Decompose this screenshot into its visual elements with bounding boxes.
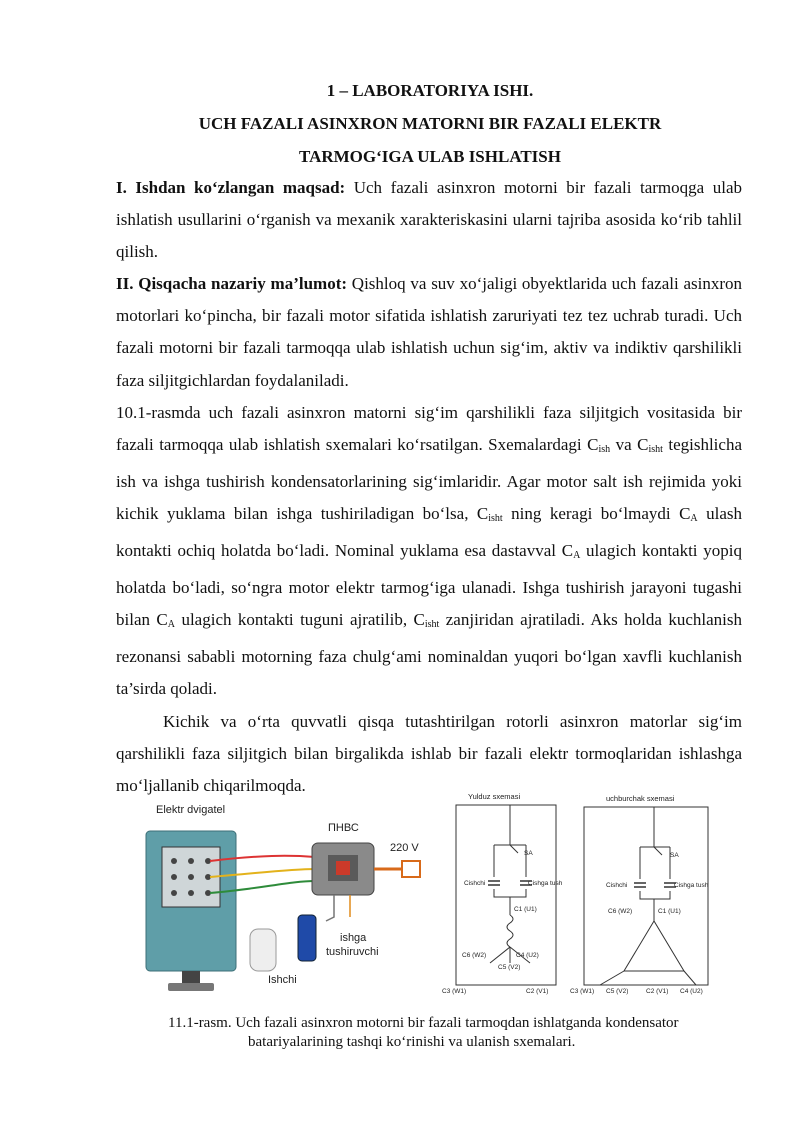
paragraph-theory: [116, 268, 742, 396]
delta-scheme: [570, 794, 709, 995]
star-c1: C1 (U1): [514, 906, 537, 913]
start-capacitor: [298, 915, 316, 961]
delta-c-ish: Cishchi: [606, 882, 628, 889]
text-run: zanjiridan ajratiladi. Aks holda kuchlanish rezonansi sababli motorning faza chulg‘ami nominaldan yuqori bo‘lgan xavfli kuchlanish ta’sirda qoladi.: [116, 610, 742, 699]
delta-c2: C2 (V1): [646, 988, 669, 995]
star-scheme-title: Yulduz sxemasi: [468, 792, 521, 801]
paragraph-goal: [116, 172, 742, 268]
sa-switch: [510, 845, 518, 853]
subscript: isht: [488, 512, 503, 524]
subscript: A: [573, 550, 581, 562]
goal-text: Uch fazali asinxron motorni bir fazali tarmoqga ulab ishlatish usullarini o‘rganish va mexanik xarakteriskasini ularni tajriba asosida ko‘rib tahlil qilish.: [116, 178, 742, 262]
switch-label: ПНВС: [328, 822, 359, 834]
figure-svg: [140, 785, 730, 1005]
delta-triangle: [624, 921, 684, 971]
delta-c-start: Cishga tush: [674, 882, 709, 889]
run-capacitor-label: Ishchi: [268, 974, 297, 986]
figure-capacitor-schemes: [140, 785, 730, 1005]
caption-line-2: batariyalarining tashqi ko‘rinishi va ulanish sxemalari.: [248, 1034, 576, 1050]
text-run: ulagich kontakti tuguni ajratilib, C: [175, 610, 425, 630]
delta-c1: C1 (U1): [658, 908, 681, 915]
subscript: ish: [598, 443, 611, 455]
motor-setup-illustration: [146, 804, 420, 991]
text-run: 10.1-rasmda uch fazali asinxron matorni sig‘im qarshilikli faza siljitgich vositasida bir fazali tarmoqqa ulab ishlatish sxemalari ko‘rsatilgan. Sxemalardagi C: [116, 402, 742, 454]
delta-sa: SA: [670, 852, 679, 859]
theory-text: Qishloq va suv xo‘jaligi obyektlarida uch fazali asinxron motorlari ko‘pincha, bir fazali motor sifatida ishlatish zaruriyati tez tez uchrab turadi. Uch fazali motorni bir fazali tarmoqqa ulab ishlatish uchun sig‘im, aktiv va indiktiv qarshilikli faza siljitgichlardan foydalaniladi.: [116, 274, 742, 390]
star-c-start: Cishga tush: [528, 880, 563, 887]
text-run: tegishlicha ish va ishga tushirish kondensatorlarining sig‘imlaridir. Agar motor salt ish rejimida yoki kichik yuklama bilan ishga tushiriladigan bo‘lsa, C: [116, 434, 742, 523]
star-scheme: [442, 792, 563, 995]
text-run: ulash kontakti ochiq holatda bo‘ladi. Nominal yuklama esa dastavval C: [116, 503, 742, 561]
text-run: ulagich kontakti yopiq holatda bo‘ladi, so‘ngra motor elektr tarmog‘iga ulanadi. Ishga tushirish jarayoni tugashi bilan C: [116, 541, 742, 630]
star-winding-u: [507, 915, 513, 947]
caption-line-1: 11.1-rasm. Uch fazali asinxron motorni bir fazali tarmoqdan ishlatganda kondensator: [168, 1015, 679, 1031]
motor-label: Elektr dvigatel: [156, 804, 226, 816]
star-c6: C6 (W2): [462, 952, 487, 959]
goal-heading: I. Ishdan ko‘zlangan maqsad:: [116, 178, 346, 197]
subscript: isht: [424, 619, 440, 631]
paragraph-schemes: [116, 397, 742, 706]
motor-base: [168, 983, 214, 991]
start-capacitor-label-2: tushiruvchi: [326, 946, 379, 958]
star-c4: C4 (U2): [516, 952, 539, 959]
lab-subtitle-line-2: TARMOG‘IGA ULAB ISHLATISH: [299, 147, 561, 166]
star-sa: SA: [524, 850, 533, 857]
lab-subtitle-line-1: UCH FAZALI ASINXRON MATORNI BIR FAZALI ELEKTR: [198, 114, 662, 133]
star-c3: C3 (W1): [442, 988, 467, 995]
plug-icon: [402, 861, 420, 877]
figure-caption: [168, 1014, 728, 1052]
voltage-label: 220 V: [390, 842, 419, 854]
subscript: A: [690, 512, 698, 524]
start-capacitor-label-1: ishga: [340, 932, 367, 944]
delta-c3: C3 (W1): [570, 988, 595, 995]
delta-c4: C4 (U2): [680, 988, 703, 995]
body-text: [116, 172, 742, 802]
delta-scheme-title: uchburchak sxemasi: [606, 794, 675, 803]
star-c5: C5 (V2): [498, 964, 521, 971]
text-run: ning keragi bo‘lmaydi C: [502, 503, 691, 523]
lab-title: 1 – LABORATORIYA ISHI.: [326, 81, 534, 100]
delta-c6: C6 (W2): [608, 908, 633, 915]
star-c-ish: Cishchi: [464, 880, 486, 887]
paragraph-small-motors: Kichik va o‘rta quvvatli qisqa tutashtirilgan rotorli asinxron matorlar sig‘im qarshilikli faza siljitgich bilan birgalikda ishlab bir fazali elektr tormoqlaridan ishlashga mo‘ljallanib chiqarilmoqda.: [116, 711, 742, 795]
subscript: A: [167, 619, 176, 631]
theory-heading: II. Qisqacha nazariy ma’lumot:: [116, 274, 348, 294]
subscript: isht: [648, 443, 663, 455]
run-capacitor: [250, 929, 276, 971]
star-c2: C2 (V1): [526, 988, 549, 995]
text-run: va C: [610, 434, 649, 454]
delta-c5: C5 (V2): [606, 988, 629, 995]
delta-sa-switch: [654, 847, 662, 855]
